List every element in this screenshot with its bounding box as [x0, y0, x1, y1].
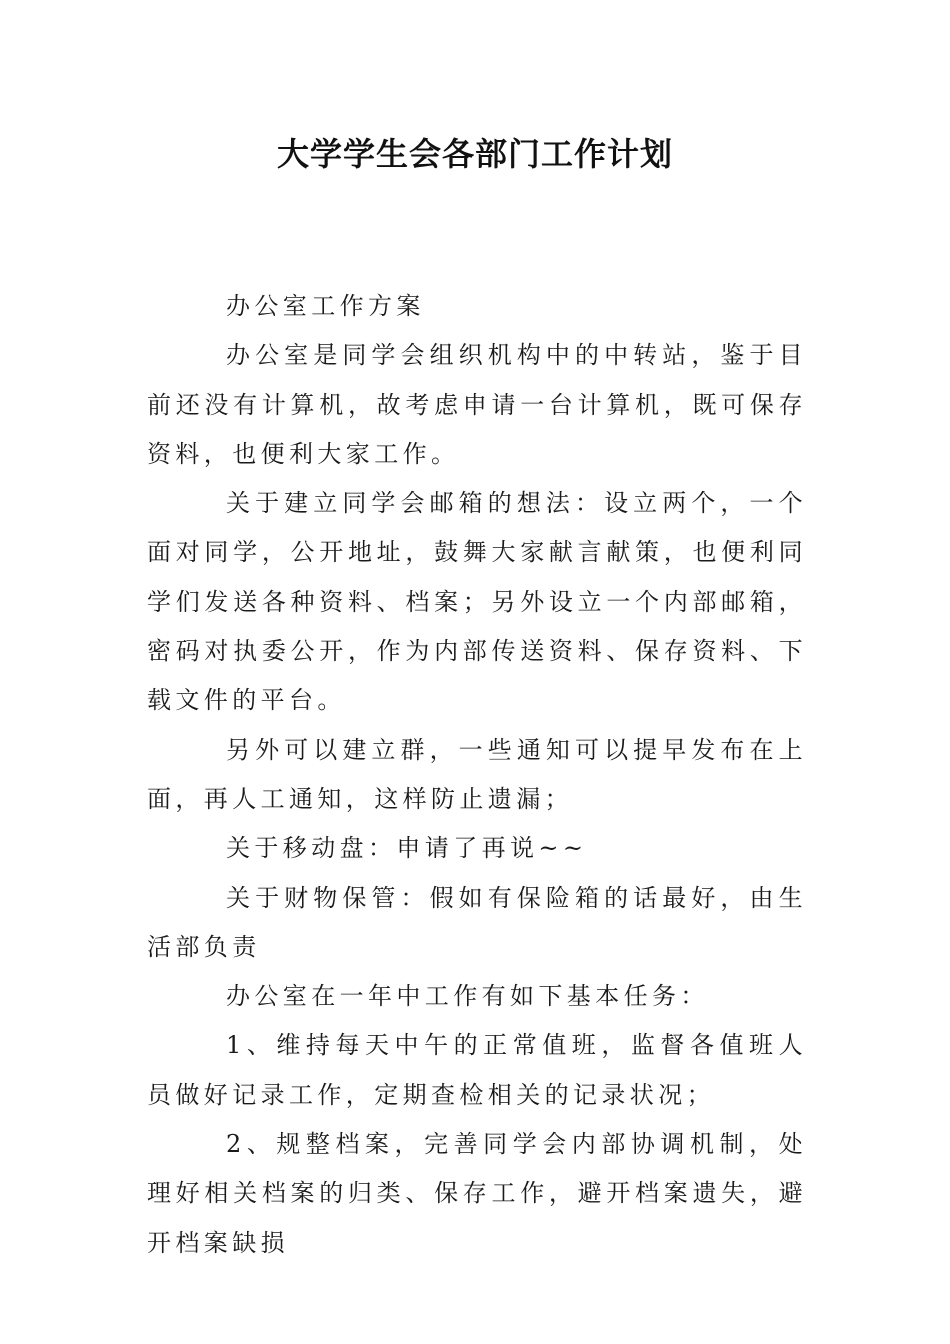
section-heading-office-plan: 办公室工作方案 — [226, 292, 425, 320]
document-title: 大学学生会各部门工作计划 — [276, 135, 673, 173]
paragraph-office-role: 办公室是同学会组织机构中的中转站，鉴于目前还没有计算机，故考虑申请一台计算机，既可保存资料，也便利大家工作。 — [147, 341, 807, 468]
paragraph-property: 关于财物保管：假如有保险箱的话最好，由生活部负责 — [147, 883, 807, 961]
paragraph-usb-drive: 关于移动盘：申请了再说~~ — [226, 834, 588, 863]
paragraph-group-notice: 另外可以建立群，一些通知可以提早发布在上面，再人工通知，这样防止遗漏； — [147, 735, 807, 813]
document-body — [147, 282, 807, 1268]
paragraph-task-1: 1、维持每天中午的正常值班，监督各值班人员做好记录工作，定期查检相关的记录状况； — [147, 1031, 807, 1109]
paragraph-task-2: 2、规整档案，完善同学会内部协调机制，处理好相关档案的归类、保存工作，避开档案遗失，避开档案缺损 — [147, 1130, 807, 1257]
paragraph-mailbox: 关于建立同学会邮箱的想法：设立两个，一个面对同学，公开地址，鼓舞大家献言献策，也便利同学们发送各种资料、档案；另外设立一个内部邮箱，密码对执委公开，作为内部传送资料、保存资料、下载文件的平台。 — [147, 489, 807, 715]
paragraph-tasks-intro: 办公室在一年中工作有如下基本任务： — [226, 982, 709, 1011]
